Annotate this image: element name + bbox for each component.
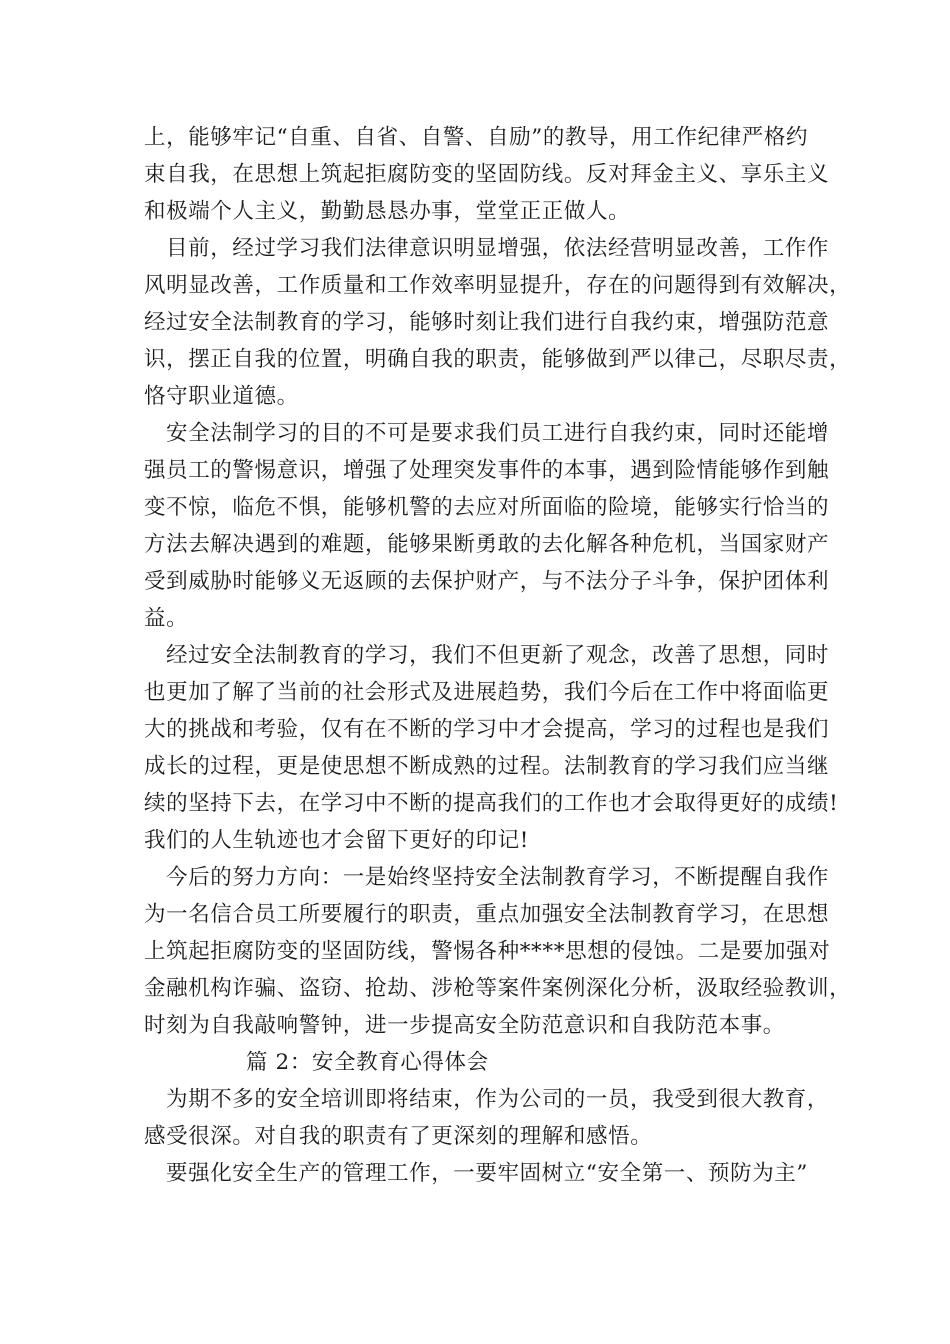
text-line: 时刻为自我敲响警钟，进一步提高安全防范意识和自我防范本事。 — [144, 1013, 785, 1038]
text-line: 为一名信合员工所要履行的职责，重点加强安全法制教育学习，在思想 — [144, 902, 830, 927]
paragraph-start-line: 今后的努力方向：一是始终坚持安全法制教育学习，不断提醒自我作 — [166, 865, 830, 890]
text-line: 和极端个人主义，勤勤恳恳办事，堂堂正正做人。 — [144, 199, 631, 224]
paragraph-start-line: 安全法制学习的目的不可是要求我们员工进行自我约束，同时还能增 — [166, 421, 830, 446]
text-line: 识，摆正自我的位置，明确自我的职责，能够做到严以律己，尽职尽责， — [144, 347, 852, 372]
text-line: 上筑起拒腐防变的坚固防线，警惕各种****思想的侵蚀。二是要加强对 — [144, 939, 831, 964]
text-line: 强员工的警惕意识，增强了处理突发事件的本事，遇到险情能够作到触 — [144, 458, 830, 483]
text-line: 方法去解决遇到的难题，能够果断勇敢的去化解各种危机，当国家财产 — [144, 532, 830, 557]
text-line: 我们的人生轨迹也才会留下更好的印记! — [144, 828, 529, 853]
text-line: 恪守职业道德。 — [144, 384, 299, 409]
paragraph-start-line: 为期不多的安全培训即将结束，作为公司的一员，我受到很大教育， — [166, 1087, 830, 1112]
text-line: 金融机构诈骗、盗窃、抢劫、涉枪等案件案例深化分析，汲取经验教训， — [144, 976, 852, 1001]
text-line: 成长的过程，更是使思想不断成熟的过程。法制教育的学习我们应当继 — [144, 754, 830, 779]
text-line: 变不惊，临危不惧，能够机警的去应对所面临的险境，能够实行恰当的 — [144, 495, 830, 520]
text-line: 大的挑战和考验，仅有在不断的学习中才会提高，学习的过程也是我们 — [144, 717, 830, 742]
paragraph-start-line: 目前，经过学习我们法律意识明显增强，依法经营明显改善，工作作 — [166, 236, 830, 261]
text-line: 束自我，在思想上筑起拒腐防变的坚固防线。反对拜金主义、享乐主义 — [144, 162, 830, 187]
paragraph-start-line: 经过安全法制教育的学习，我们不但更新了观念，改善了思想，同时 — [166, 643, 830, 668]
text-line: 经过安全法制教育的学习，能够时刻让我们进行自我约束，增强防范意 — [144, 310, 830, 335]
text-line: 上，能够牢记“自重、自省、自警、自励”的教导，用工作纪律严格约 — [144, 125, 809, 150]
text-line: 风明显改善，工作质量和工作效率明显提升，存在的问题得到有效解决， — [144, 273, 852, 298]
section-heading: 篇 2：安全教育心得体会 — [246, 1050, 489, 1075]
text-line: 续的坚持下去，在学习中不断的提高我们的工作也才会取得更好的成绩! — [144, 791, 839, 816]
text-line: 受到威胁时能够义无返顾的去保护财产，与不法分子斗争，保护团体利 — [144, 569, 830, 594]
text-line: 益。 — [144, 606, 189, 631]
paragraph-start-line: 要强化安全生产的管理工作，一要牢固树立“安全第一、预防为主” — [166, 1161, 808, 1186]
text-line: 也更加了解了当前的社会形式及进展趋势，我们今后在工作中将面临更 — [144, 680, 830, 705]
text-line: 感受很深。对自我的职责有了更深刻的理解和感悟。 — [144, 1124, 653, 1149]
